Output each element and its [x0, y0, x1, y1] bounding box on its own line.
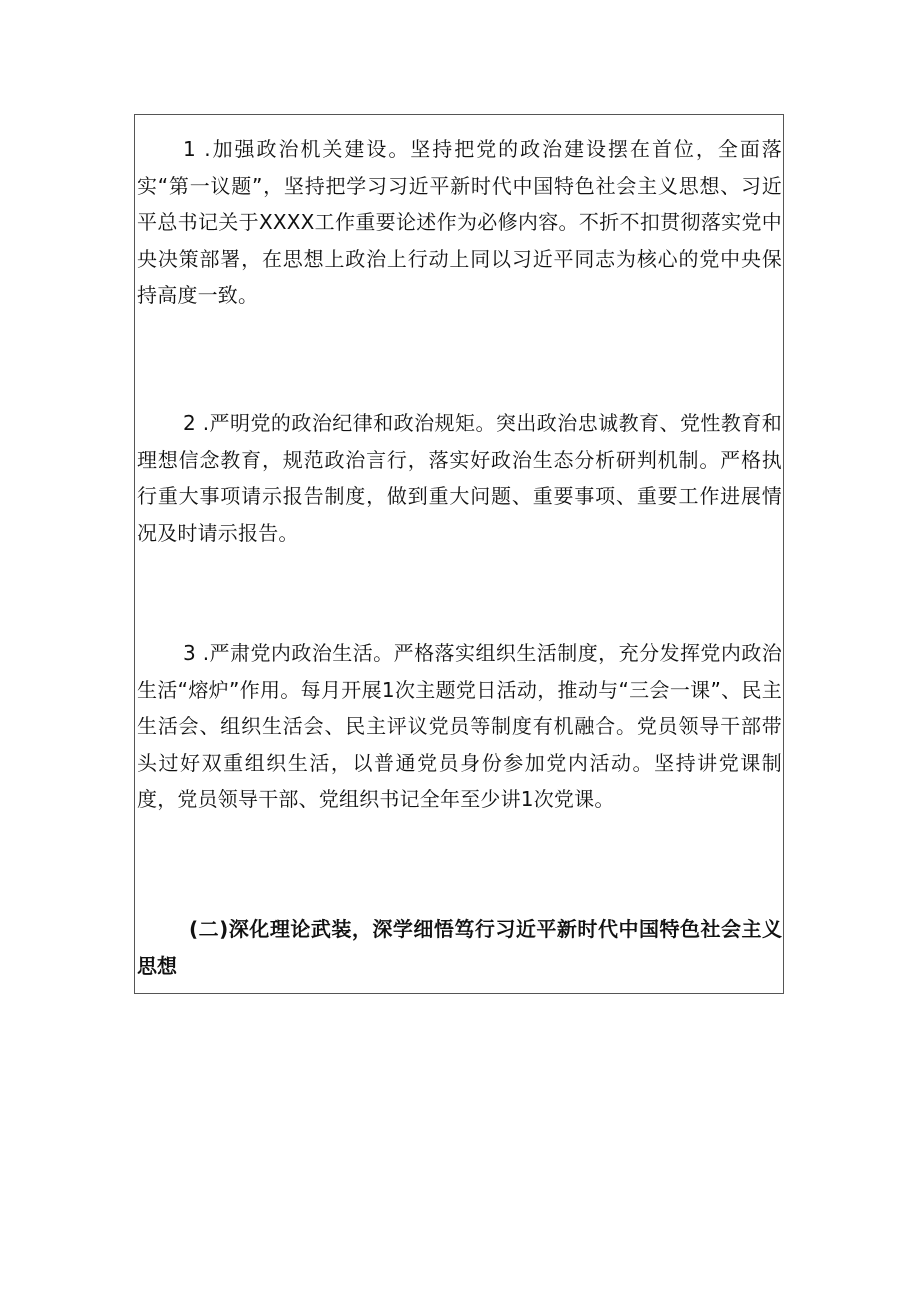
paragraph-3: 3 .严肃党内政治生活。严格落实组织生活制度，充分发挥党内政治生活“熔炉”作用。每月开展1次主题党日活动，推动与“三会一课”、民主生活会、组织生活会、民主评议党员等制度有机融合。党员领导干部带头过好双重组织生活，以普通党员身份参加党内活动。坚持讲党课制度，党员领导干部、党组织书记全年至少讲1次党课。	[137, 641, 782, 811]
document-frame	[134, 114, 784, 994]
paragraph-1: 1 .加强政治机关建设。坚持把党的政治建设摆在首位，全面落实“第一议题”，坚持把学习习近平新时代中国特色社会主义思想、习近平总书记关于XXXX工作重要论述作为必修内容。不折不扣贯彻落实党中央决策部署，在思想上政治上行动上同以习近平同志为核心的党中央保持高度一致。	[137, 137, 782, 307]
paragraph-2: 2 .严明党的政治纪律和政治规矩。突出政治忠诚教育、党性教育和理想信念教育，规范政治言行，落实好政治生态分析研判机制。严格执行重大事项请示报告制度，做到重大问题、重要事项、重要工作进展情况及时请示报告。	[137, 411, 782, 545]
section-heading: (二)深化理论武装，深学细悟笃行习近平新时代中国特色社会主义思想	[137, 917, 782, 978]
